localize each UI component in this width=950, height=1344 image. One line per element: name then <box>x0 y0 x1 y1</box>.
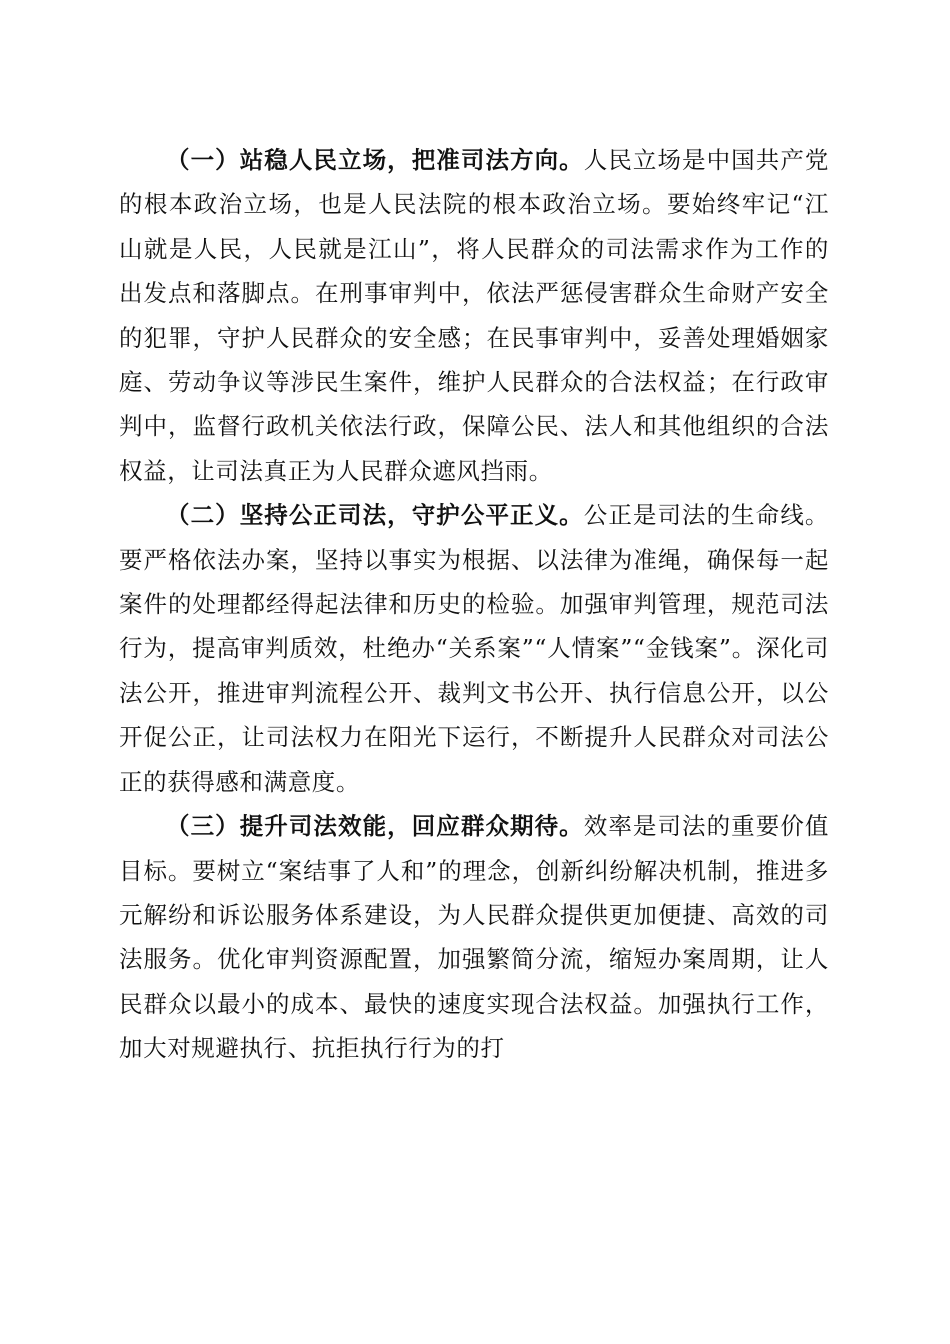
section-2-paragraph <box>119 493 829 804</box>
section-3-paragraph <box>119 804 829 1070</box>
section-3-heading: （三）提升司法效能，回应群众期待。 <box>166 812 584 841</box>
section-2-text: 公正是司法的生命线。要严格依法办案，坚持以事实为根据、以法律为准绳，确保每一起案件的处理都经得起法律和历史的检验。加强审判管理，规范司法行为，提高审判质效，杜绝办“关系案”“人情案”“金钱案”。深化司法公开，推进审判流程公开、裁判文书公开、执行信息公开，以公开促公正，让司法权力在阳光下运行，不断提升人民群众对司法公正的获得感和满意度。 <box>119 501 830 796</box>
section-1-text: 人民立场是中国共产党的根本政治立场，也是人民法院的根本政治立场。要始终牢记“江山就是人民，人民就是江山”，将人民群众的司法需求作为工作的出发点和落脚点。在刑事审判中，依法严惩侵害群众生命财产安全的犯罪，守护人民群众的安全感；在民事审判中，妥善处理婚姻家庭、劳动争议等涉民生案件，维护人民群众的合法权益；在行政审判中，监督行政机关依法行政，保障公民、法人和其他组织的合法权益，让司法真正为人民群众遮风挡雨。 <box>119 146 830 485</box>
document-body <box>119 138 829 1071</box>
section-2-heading: （二）坚持公正司法，守护公平正义。 <box>166 501 584 530</box>
section-1-heading: （一）站稳人民立场，把准司法方向。 <box>166 146 584 174</box>
section-1-paragraph <box>119 138 829 493</box>
section-3-text: 效率是司法的重要价值目标。要树立“案结事了人和”的理念，创新纠纷解决机制，推进多元解纷和诉讼服务体系建设，为人民群众提供更加便捷、高效的司法服务。优化审判资源配置，加强繁简分流，缩短办案周期，让人民群众以最小的成本、最快的速度实现合法权益。加强执行工作，加大对规避执行、抗拒执行行为的打 <box>119 812 830 1063</box>
